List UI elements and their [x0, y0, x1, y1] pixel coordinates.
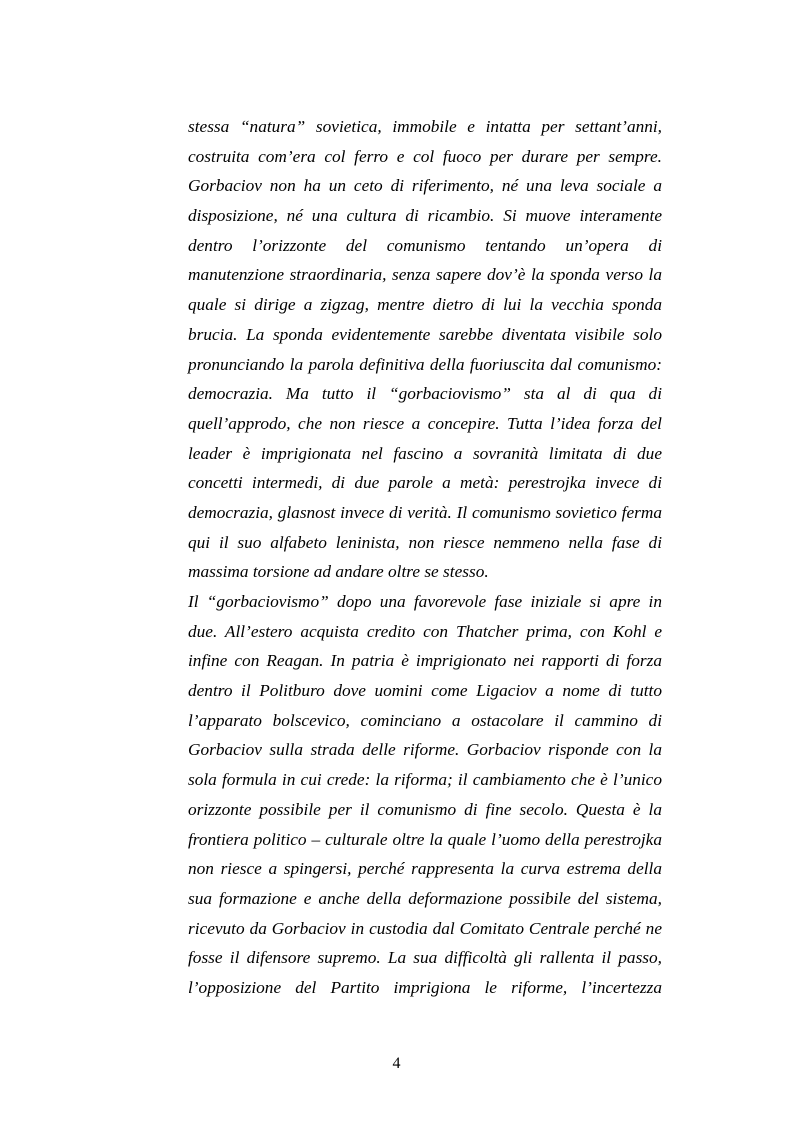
text-line: dentro il Politburo dove uomini come Ligaciov a nome di tutto: [188, 681, 662, 701]
text-line: l’opposizione del Partito imprigiona le riforme, l’incertezza: [188, 977, 662, 997]
text-line: fosse il difensore supremo. La sua difficoltà gli rallenta il passo,: [188, 948, 662, 968]
text-line: quale si dirige a zigzag, mentre dietro di lui la vecchia sponda: [188, 295, 662, 315]
text-line: costruita com’era col ferro e col fuoco per durare per sempre.: [188, 146, 662, 166]
text-line: manutenzione straordinaria, senza sapere dov’è la sponda verso la: [188, 265, 662, 285]
text-line: leader è imprigionata nel fascino a sovranità limitata di due: [188, 443, 662, 463]
text-line: disposizione, né una cultura di ricambio. Si muove interamente: [188, 206, 662, 226]
text-line: brucia. La sponda evidentemente sarebbe diventata visibile solo: [188, 324, 662, 344]
text-line: frontiera politico – culturale oltre la quale l’uomo della perestrojka: [188, 829, 662, 849]
text-line: democrazia. Ma tutto il “gorbaciovismo” sta al di qua di: [188, 384, 662, 404]
text-line: orizzonte possibile per il comunismo di fine secolo. Questa è la: [188, 799, 662, 819]
paragraph-2: [188, 587, 662, 1003]
text-line: l’apparato bolscevico, cominciano a ostacolare il cammino di: [188, 710, 662, 730]
text-line: concetti intermedi, di due parole a metà: perestrojka invece di: [188, 473, 662, 493]
text-line: democrazia, glasnost invece di verità. Il comunismo sovietico ferma: [188, 502, 662, 522]
text-line: quell’approdo, che non riesce a concepire. Tutta l’idea forza del: [188, 413, 662, 433]
body-text: [188, 112, 662, 1003]
text-line: sua formazione e anche della deformazione possibile del sistema,: [188, 888, 662, 908]
text-line: qui il suo alfabeto leninista, non riesce nemmeno nella fase di: [188, 532, 662, 552]
page-number: 4: [392, 1055, 401, 1072]
text-line: Il “gorbaciovismo” dopo una favorevole fase iniziale si apre in: [188, 592, 662, 611]
text-line: infine con Reagan. In patria è imprigionato nei rapporti di forza: [188, 651, 662, 671]
text-line: pronunciando la parola definitiva della fuoriuscita dal comunismo:: [188, 354, 662, 374]
text-line: dentro l’orizzonte del comunismo tentando un’opera di: [188, 235, 662, 255]
text-line: Gorbaciov sulla strada delle riforme. Gorbaciov risponde con la: [188, 740, 662, 760]
text-line: stessa “natura” sovietica, immobile e intatta per settant’anni,: [188, 117, 662, 136]
text-line: ricevuto da Gorbaciov in custodia dal Comitato Centrale perché ne: [188, 918, 662, 938]
text-line: due. All’estero acquista credito con Thatcher prima, con Kohl e: [188, 621, 662, 641]
text-line: non riesce a spingersi, perché rappresenta la curva estrema della: [188, 859, 662, 879]
text-line: massima torsione ad andare oltre se stesso.: [188, 562, 489, 582]
paragraph-1: [188, 112, 662, 587]
text-line: sola formula in cui crede: la riforma; il cambiamento che è l’unico: [188, 770, 662, 790]
text-line: Gorbaciov non ha un ceto di riferimento, né una leva sociale a: [188, 176, 662, 196]
